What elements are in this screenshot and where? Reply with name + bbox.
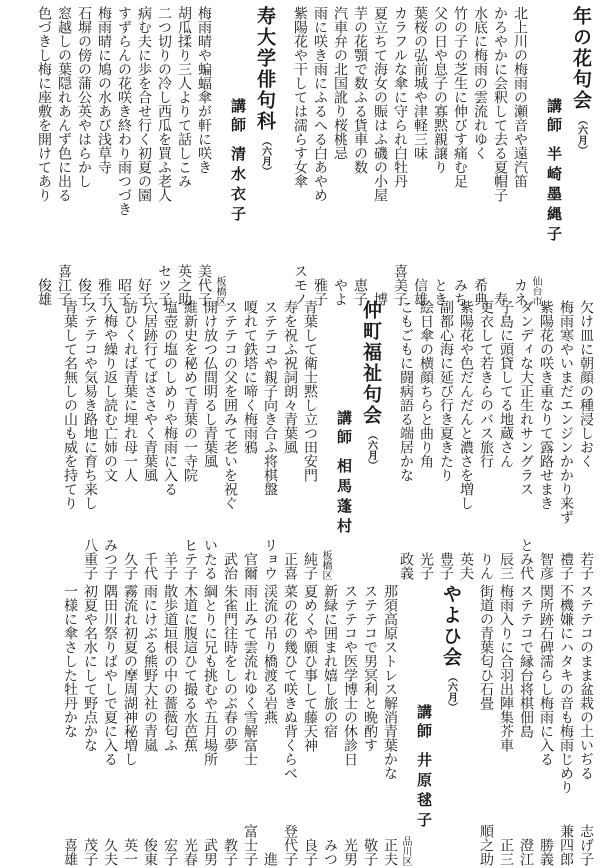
section-header xyxy=(250,6,280,176)
haiku-entry xyxy=(496,300,516,580)
lecturer-block xyxy=(412,584,436,832)
haiku-entry xyxy=(120,584,140,866)
haiku-author: 正夫 xyxy=(382,838,398,866)
haiku-author: 俊雄 xyxy=(36,278,52,306)
section-title: やよひ会 xyxy=(440,584,462,668)
haiku-author: 進 xyxy=(262,852,278,866)
haiku-author: 昭子 xyxy=(116,278,132,306)
haiku-poem: 絵日傘の横顔ちらと曲り角 xyxy=(418,300,434,468)
haiku-entry xyxy=(476,300,496,580)
haiku-entry xyxy=(456,300,476,580)
haiku-poem: かろやかに会釈して去る夏帽子 xyxy=(492,6,508,202)
haiku-poem: 塩壺の塩のしめりや梅雨に入る xyxy=(162,300,178,496)
haiku-author: セツ子 xyxy=(156,264,172,306)
haiku-poem: 嗄れて鉄塔に啼く梅雨鴉 xyxy=(242,300,258,454)
haiku-poem: 夏めくや願ひ事して藤天神 xyxy=(302,584,318,752)
haiku-entry xyxy=(220,584,240,866)
haiku-poem: こもごもに闘病語る端居かな xyxy=(398,300,414,482)
haiku-author: 豊子 xyxy=(438,552,454,580)
haiku-author: 勝義 xyxy=(538,838,554,866)
haiku-author: りん xyxy=(478,552,494,580)
haiku-entry xyxy=(260,300,280,580)
haiku-entry xyxy=(436,300,456,580)
haiku-author: みち xyxy=(452,278,468,306)
haiku-poem: 散歩道垣根の中の薔薇匂ふ xyxy=(162,584,178,752)
haiku-author: 順之助 xyxy=(478,824,494,866)
region-label: 品川区 xyxy=(400,836,411,866)
lecturer-label: 講師 xyxy=(545,98,563,136)
haiku-entry xyxy=(410,6,430,306)
haiku-poem: 維新史を秘めて青葉の一寺院 xyxy=(182,300,198,482)
section-title: 寿大学俳句科 xyxy=(254,6,276,132)
haiku-poem: ステテコのまま盆栽の土いぢる xyxy=(578,584,594,780)
haiku-poem: 葉桜の弘前城や津軽三味 xyxy=(412,6,428,160)
haiku-author: 登代子 xyxy=(282,824,298,866)
haiku-poem: 菜の花の幾ひて咲きぬ背くらべ xyxy=(282,584,298,780)
haiku-entry xyxy=(576,584,596,866)
haiku-entry xyxy=(280,300,300,580)
haiku-author: 希典 xyxy=(472,278,488,306)
haiku-entry xyxy=(310,6,330,306)
section-header xyxy=(356,300,386,470)
lecturer-label: 講師 xyxy=(229,98,247,136)
section-month: （六月） xyxy=(365,430,377,470)
section-month: （六月） xyxy=(575,115,587,155)
haiku-entry xyxy=(350,6,370,306)
haiku-poem: 朱雀門往時をしのぶ春の夢 xyxy=(222,584,238,752)
lecturer-name: 相馬蓬村 xyxy=(335,458,353,538)
haiku-poem: 竹の子の芝生に伸びす痛む足 xyxy=(452,6,468,188)
haiku-list xyxy=(34,6,214,306)
haiku-poem: 初夏や名水にして野点かな xyxy=(82,584,98,752)
haiku-poem: 父の日や息子の寡黙親譲り xyxy=(432,6,448,174)
haiku-poem: 訪ひくれば青葉に埋れ母一人 xyxy=(122,300,138,482)
haiku-poem: 入梅や繰り返し読む亡姉の文 xyxy=(102,300,118,482)
haiku-entry xyxy=(220,300,240,580)
haiku-poem: 梅雨晴や蝙蝠傘が軒に咲き xyxy=(196,6,212,174)
haiku-author: 喜江子 xyxy=(56,264,72,306)
haiku-author: 雅子 xyxy=(312,278,328,306)
haiku-poem: 色づきし梅に座敷を開けてあり xyxy=(36,6,52,202)
haiku-author: とき xyxy=(432,278,448,306)
haiku-entry xyxy=(60,300,80,580)
haiku-author: 教子 xyxy=(222,838,238,866)
haiku-poem: ダンディな大正生れサングラス xyxy=(518,300,534,496)
haiku-poem: 那須高原ストレス解消青葉かな xyxy=(382,584,398,780)
haiku-author: 智彦 xyxy=(538,552,554,580)
section-title: 仲町福祉句会 xyxy=(360,300,382,426)
haiku-author: 光男 xyxy=(342,838,358,866)
haiku-list xyxy=(60,584,400,866)
haiku-entry xyxy=(516,300,536,580)
haiku-poem: 二つ切りの冷し西瓜を買ふ老人 xyxy=(156,6,172,202)
lecturer-label: 講師 xyxy=(335,410,353,448)
haiku-author: リョウ xyxy=(262,538,278,580)
haiku-entry xyxy=(300,300,320,580)
haiku-entry xyxy=(260,584,280,866)
haiku-poem: 胡瓜揉り三人よりて話しこみ xyxy=(176,6,192,188)
haiku-entry xyxy=(380,584,400,866)
haiku-entry xyxy=(430,6,450,306)
haiku-poem: カラフルな傘に守られ白牡丹 xyxy=(392,6,408,188)
haiku-author: とみ代 xyxy=(518,538,534,580)
haiku-entry xyxy=(240,300,260,580)
haiku-entry xyxy=(360,584,380,866)
haiku-poem: 紫陽花や干しては濡らす女傘 xyxy=(292,6,308,188)
haiku-author: 禮子 xyxy=(558,552,574,580)
haiku-author: カネ xyxy=(512,278,528,306)
haiku-poem: 青葉して衛士黙し立つ田安門 xyxy=(302,300,318,482)
haiku-entry xyxy=(340,584,360,866)
haiku-author: やよ xyxy=(332,278,348,306)
haiku-author: 茂子 xyxy=(82,838,98,866)
section-title: 年の花句会 xyxy=(570,6,592,111)
haiku-entry xyxy=(160,300,180,580)
haiku-entry xyxy=(114,6,134,306)
haiku-entry xyxy=(290,6,310,306)
haiku-author: 正喜 xyxy=(282,552,298,580)
haiku-entry xyxy=(450,6,470,306)
haiku-entry xyxy=(180,300,200,580)
haiku-poem: 汽車弁の北国訛り桜桃忌 xyxy=(332,6,348,160)
haiku-author: いたる xyxy=(202,538,218,580)
haiku-poem: すずらんの花咲き終わり雨つづき xyxy=(116,6,132,216)
haiku-author: 辰三 xyxy=(498,552,514,580)
haiku-poem: 病む夫に歩を合せ行く初夏の園 xyxy=(136,6,152,202)
lecturer-name: 井原毬子 xyxy=(415,752,433,832)
haiku-entry xyxy=(180,584,200,866)
haiku-list xyxy=(60,300,320,580)
haiku-poem: 夏立ちて海女の賑はふ磯の小屋 xyxy=(372,6,388,202)
haiku-author: 純子 xyxy=(302,552,318,580)
haiku-entry xyxy=(100,300,120,580)
haiku-entry xyxy=(320,584,340,866)
haiku-author: 澄江 xyxy=(518,838,534,866)
haiku-poem: 不機嫌にハタキの音も梅雨じめり xyxy=(558,584,574,794)
haiku-entry xyxy=(516,584,536,866)
haiku-poem: 霧流れ初夏の摩周湖神秘増し xyxy=(122,584,138,766)
haiku-list xyxy=(476,584,596,866)
haiku-author: 千代 xyxy=(142,552,158,580)
section-month: （六月） xyxy=(259,136,271,176)
haiku-entry xyxy=(54,6,74,306)
haiku-entry xyxy=(390,6,410,306)
lecturer-block xyxy=(542,6,566,246)
lecturer-block xyxy=(332,300,356,538)
haiku-author: 雅子 xyxy=(96,278,112,306)
haiku-entry xyxy=(536,300,556,580)
haiku-author: 俊東 xyxy=(142,838,158,866)
haiku-entry xyxy=(160,584,180,866)
haiku-poem: ステテコや医学博士の休診日 xyxy=(342,584,358,766)
haiku-poem: 石塀の傍の蒲公英やはらかし xyxy=(76,6,92,188)
haiku-author: 恵子 xyxy=(352,278,368,306)
haiku-entry xyxy=(496,584,516,866)
haiku-entry xyxy=(80,584,100,866)
haiku-entry xyxy=(200,584,220,866)
haiku-poem: ステテコで男冥利と晩酌す xyxy=(362,584,378,752)
haiku-poem: 寿を祝ふ祝詞朗々青葉風 xyxy=(282,300,298,454)
haiku-author: 光子 xyxy=(418,552,434,580)
haiku-poem: ステテコや親子向き合ふ将棋盤 xyxy=(262,300,278,496)
haiku-poem: ステテコの父を囲みて老いを祝ぐ xyxy=(222,300,238,510)
section-header xyxy=(436,584,466,712)
haiku-poem: 北上川の梅雨の瀬音や遠汽笛 xyxy=(512,6,528,188)
haiku-entry xyxy=(476,584,496,866)
haiku-author: 羊子 xyxy=(162,552,178,580)
haiku-poem: 副都心海に延び行き夏きたり xyxy=(438,300,454,482)
region-label: 仙台市 xyxy=(530,276,541,306)
haiku-entry xyxy=(74,6,94,306)
haiku-author: 武治 xyxy=(222,552,238,580)
tier-bottom xyxy=(4,584,596,866)
haiku-author: 信雄 xyxy=(412,278,428,306)
haiku-poem: 穴居跡行てばささやく青葉風 xyxy=(142,300,158,482)
haiku-entry xyxy=(174,6,194,306)
haiku-author: 喜美子 xyxy=(392,264,408,306)
haiku-entry xyxy=(140,300,160,580)
haiku-entry xyxy=(60,584,80,866)
haiku-author: 正三 xyxy=(498,838,514,866)
section-month: （六月） xyxy=(445,672,457,712)
haiku-poem: 綱とりに兄も挑むや五月場所 xyxy=(202,584,218,766)
haiku-entry xyxy=(154,6,174,306)
haiku-list xyxy=(396,300,596,580)
haiku-entry xyxy=(470,6,490,306)
region-label: 板橋区 xyxy=(320,550,331,580)
region-label: 板橋区 xyxy=(214,276,225,306)
haiku-poem: 渓流の吊り橋渡る岩燕 xyxy=(262,584,278,724)
haiku-poem: 開け放つ仏間明るし青葉風 xyxy=(202,300,218,468)
tier-middle xyxy=(4,300,596,580)
haiku-entry xyxy=(416,300,436,580)
haiku-author: 久夫 xyxy=(102,838,118,866)
haiku-poem: 一様に傘さした牡丹かな xyxy=(62,584,78,738)
haiku-author: 富士子 xyxy=(242,824,258,866)
haiku-entry xyxy=(490,6,510,306)
haiku-entry xyxy=(200,300,220,580)
tier-top xyxy=(4,6,596,306)
haiku-author: 兼四郎 xyxy=(558,824,574,866)
haiku-author: 敬子 xyxy=(362,838,378,866)
haiku-author: 寿 xyxy=(492,292,508,306)
haiku-entry xyxy=(536,584,556,866)
haiku-author: 光春 xyxy=(182,838,198,866)
haiku-entry xyxy=(140,584,160,866)
haiku-poem: 水底に梅雨の雲流れゆく xyxy=(472,6,488,160)
haiku-author: 官爾 xyxy=(242,552,258,580)
haiku-author: 博 xyxy=(372,292,388,306)
haiku-poem: 雨に咲き雨にふるへる白あやめ xyxy=(312,6,328,202)
haiku-poem: 隅田川祭りばやしで夏に入る xyxy=(102,584,118,766)
haiku-author: 志げ子 xyxy=(578,824,594,866)
haiku-poem: 梅雨寒やいまだエンジンかかり来ず xyxy=(558,300,574,524)
haiku-author: 俊子 xyxy=(76,278,92,306)
haiku-poem: 更衣して若きらのバス旅行 xyxy=(478,300,494,468)
haiku-author: 政義 xyxy=(398,552,414,580)
haiku-entry xyxy=(280,584,300,866)
haiku-author: 英一 xyxy=(122,838,138,866)
haiku-poem: 木道に腹這ひて撮る水芭蕉 xyxy=(182,584,198,752)
haiku-poem: 青葉して名無しの山も威を持てり xyxy=(62,300,78,510)
haiku-author: ヒテ子 xyxy=(182,538,198,580)
haiku-entry xyxy=(300,584,320,866)
haiku-poem: 芋の花顎で数ふる貨車の数 xyxy=(352,6,368,174)
haiku-poem: 梅雨入りに合羽出陣集芥車 xyxy=(498,584,514,752)
haiku-author: 久子 xyxy=(122,552,138,580)
haiku-author: 武男 xyxy=(202,838,218,866)
lecturer-block xyxy=(226,6,250,226)
haiku-entry xyxy=(94,6,114,306)
section-header xyxy=(566,6,596,155)
haiku-entry xyxy=(510,6,530,306)
haiku-author: 英之助 xyxy=(176,264,192,306)
haiku-entry xyxy=(134,6,154,306)
haiku-author: スモノ xyxy=(292,264,308,306)
haiku-author: 若子 xyxy=(578,552,594,580)
haiku-entry xyxy=(556,584,576,866)
haiku-entry xyxy=(556,300,576,580)
haiku-entry xyxy=(34,6,54,306)
haiku-poem: 窓越しの葉隠れあんず色に出る xyxy=(56,6,72,202)
haiku-poem: 雨止みて雲流れゆく雪解富士 xyxy=(242,584,258,766)
haiku-author: 宏子 xyxy=(162,838,178,866)
haiku-author: みつ xyxy=(322,838,338,866)
haiku-entry xyxy=(240,584,260,866)
haiku-poem: 新緑に囲まれ嬉し旅の宿 xyxy=(322,584,338,738)
lecturer-name: 半崎墨縄子 xyxy=(545,146,563,246)
haiku-entry xyxy=(100,584,120,866)
haiku-poem: ステテコや気易き路地に育ち来し xyxy=(82,300,98,510)
haiku-author: 良子 xyxy=(302,838,318,866)
haiku-author: 美代子 xyxy=(196,264,212,306)
haiku-author: 八重子 xyxy=(82,538,98,580)
haiku-entry xyxy=(80,300,100,580)
haiku-entry xyxy=(120,300,140,580)
haiku-entry xyxy=(330,6,350,306)
haiku-entry xyxy=(194,6,214,306)
haiku-poem: 子島に頭貸してる地蔵さん xyxy=(498,300,514,468)
haiku-list xyxy=(290,6,530,306)
haiku-poem: 関所跡石碑濡らし梅雨に入る xyxy=(538,584,554,766)
haiku-poem: 街道の青葉匂ひ石畳 xyxy=(478,584,494,710)
lecturer-name: 清水衣子 xyxy=(229,146,247,226)
haiku-poem: 梅雨晴に鳩の水あび浅草寺 xyxy=(96,6,112,174)
haiku-entry xyxy=(576,300,596,580)
haiku-author: みつ子 xyxy=(102,538,118,580)
haiku-entry xyxy=(396,300,416,580)
haiku-author: 好子 xyxy=(136,278,152,306)
lecturer-label: 講師 xyxy=(415,704,433,742)
haiku-poem: 紫陽花や色だんだんと濃さを増し xyxy=(458,300,474,510)
haiku-entry xyxy=(370,6,390,306)
haiku-author: 英夫 xyxy=(458,552,474,580)
haiku-poem: 雨にけぶる熊野大社の青嵐 xyxy=(142,584,158,752)
haiku-poem: 紫陽花の咲き重なりて露路せまき xyxy=(538,300,554,510)
haiku-poem: ステテコで縁台将棋佃島 xyxy=(518,584,534,738)
haiku-author: 喜雄 xyxy=(62,838,78,866)
haiku-poem: 欠け皿に朝顔の種浸しおく xyxy=(578,300,594,468)
